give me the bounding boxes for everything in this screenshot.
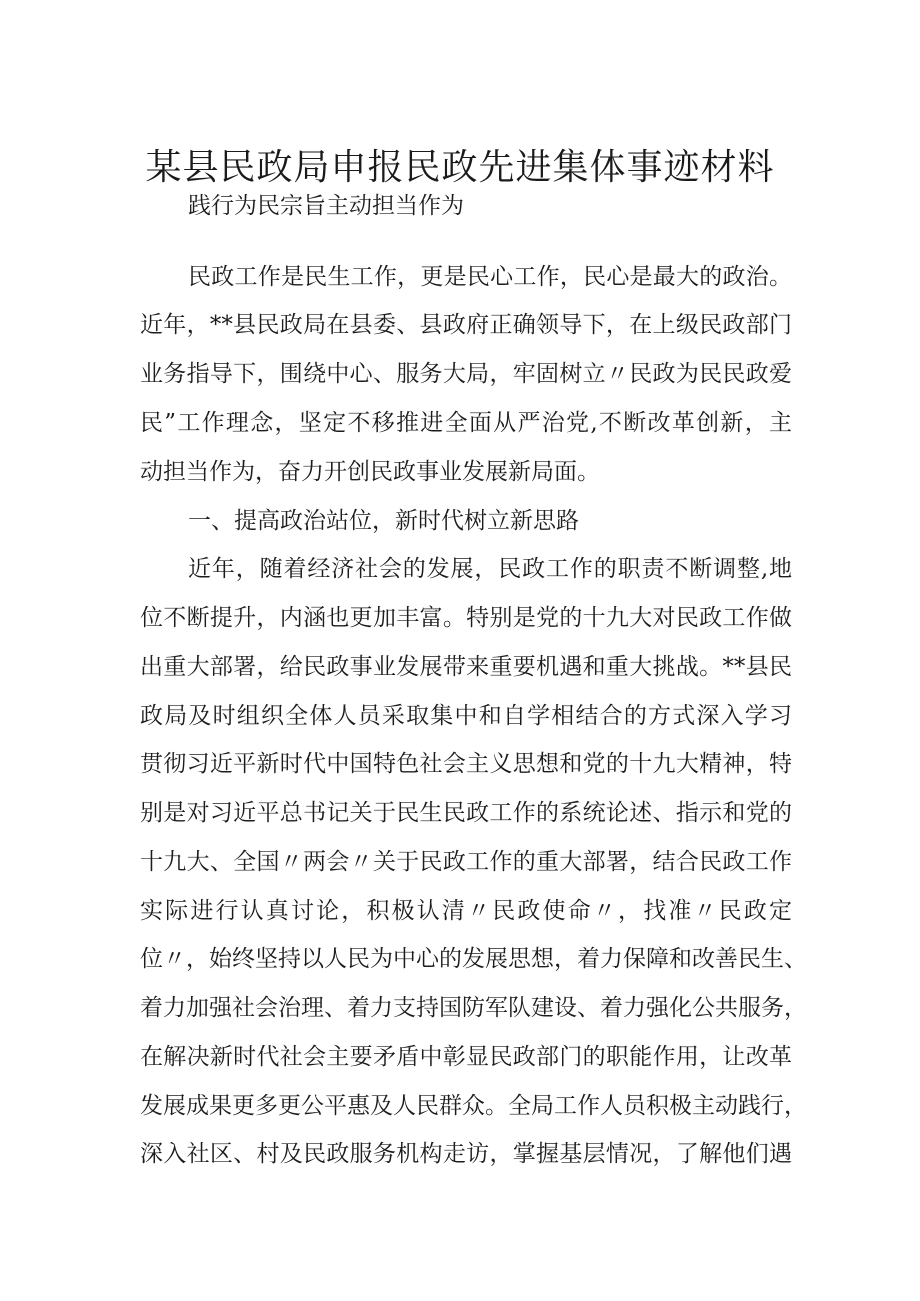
paragraph-line: 实际进行认真讨论，积极认清〃民政使命〃，找准〃民政定 [140,898,792,924]
paragraph-line: 近年，**县民政局在县委、县政府正确领导下，在上级民政部门 [140,312,792,338]
paragraph-line: 位〃，始终坚持以人民为中心的发展思想，着力保障和改善民生、 [140,946,807,972]
section-heading: 一、提高政治站位，新时代树立新思路 [188,508,579,534]
paragraph-line: 在解决新时代社会主要矛盾中彰显民政部门的职能作用，让改革 [140,1044,792,1070]
paragraph-line: 发展成果更多更公平惠及人民群众。全局工作人员积极主动践行， [140,1093,807,1119]
paragraph-line: 位不断提升，内涵也更加丰富。特别是党的十九大对民政工作做 [140,605,792,631]
paragraph-line: 深入社区、村及民政服务机构走访，掌握基层情况，了解他们遇 [140,1141,792,1167]
document-title: 某县民政局申报民政先进集体事迹材料 [145,147,775,188]
paragraph-line: 业务指导下，围绕中心、服务大局，牢固树立〃民政为民民政爱 [140,361,792,387]
paragraph-line: 着力加强社会治理、着力支持国防军队建设、着力强化公共服务， [140,995,807,1021]
paragraph-line: 动担当作为，奋力开创民政事业发展新局面。 [140,459,600,485]
subtitle-line: 践行为民宗旨主动担当作为 [188,193,464,219]
paragraph-line: 近年，随着经济社会的发展，民政工作的职责不断调整,地 [188,556,792,582]
paragraph-line: 别是对习近平总书记关于民生民政工作的系统论述、指示和党的 [140,800,792,826]
paragraph-line: 十九大、全国〃两会〃关于民政工作的重大部署，结合民政工作 [140,849,792,875]
paragraph-line: 民”工作理念，坚定不移推进全面从严治党,不断改革创新，主 [140,410,792,436]
paragraph-line: 出重大部署，给民政事业发展带来重要机遇和重大挑战。**县民 [140,654,792,680]
paragraph-line: 政局及时组织全体人员采取集中和自学相结合的方式深入学习 [140,703,792,729]
paragraph-line: 民政工作是民生工作，更是民心工作，民心是最大的政治。 [188,264,792,290]
paragraph-line: 贯彻习近平新时代中国特色社会主义思想和党的十九大精神，特 [140,751,792,777]
